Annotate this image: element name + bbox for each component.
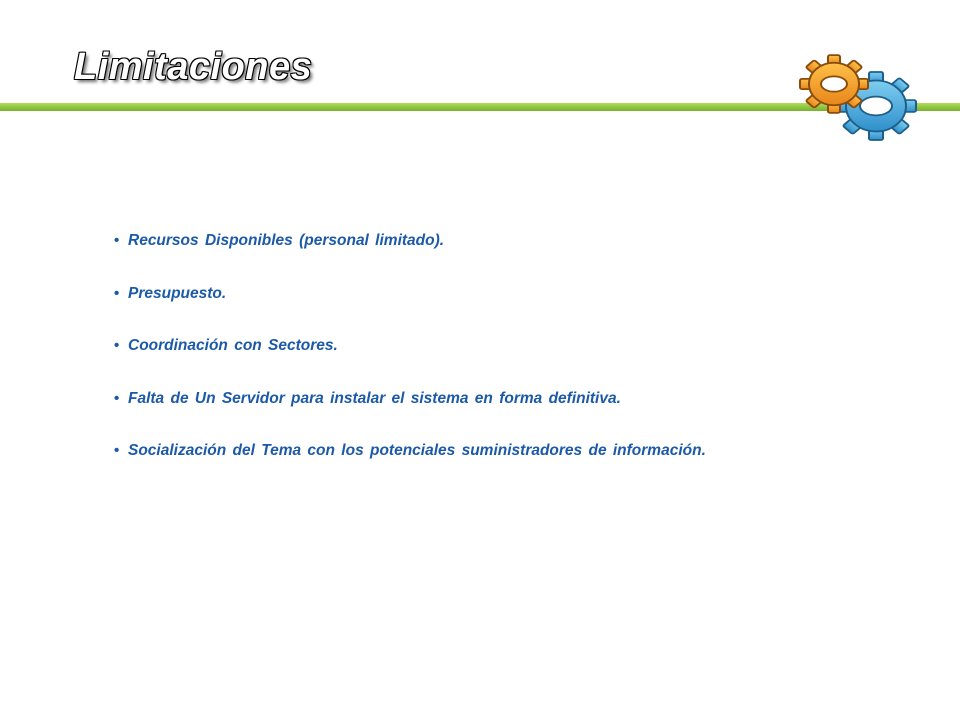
bullet-text: Coordinación con Sectores. — [128, 337, 338, 354]
bullet-icon: • — [114, 284, 120, 302]
slide-title: Limitaciones — [74, 46, 313, 88]
list-item — [114, 390, 706, 443]
bullet-icon: • — [114, 442, 120, 459]
list-item — [114, 442, 706, 495]
orange-gear-icon — [800, 55, 868, 113]
list-item — [114, 285, 706, 338]
bullet-text: Presupuesto. — [128, 284, 227, 302]
gears-icon — [796, 54, 924, 150]
bullet-text: Falta de Un Servidor para instalar el sistema en forma definitiva. — [128, 389, 621, 407]
bullet-list — [114, 232, 706, 495]
list-item — [114, 232, 706, 285]
bullet-icon: • — [114, 337, 120, 354]
bullet-icon: • — [114, 232, 120, 249]
bullet-icon: • — [114, 389, 120, 407]
bullet-text: Socialización del Tema con los potenciales suministradores de información. — [128, 442, 706, 459]
bullet-text: Recursos Disponibles (personal limitado). — [128, 232, 445, 249]
list-item — [114, 337, 706, 390]
